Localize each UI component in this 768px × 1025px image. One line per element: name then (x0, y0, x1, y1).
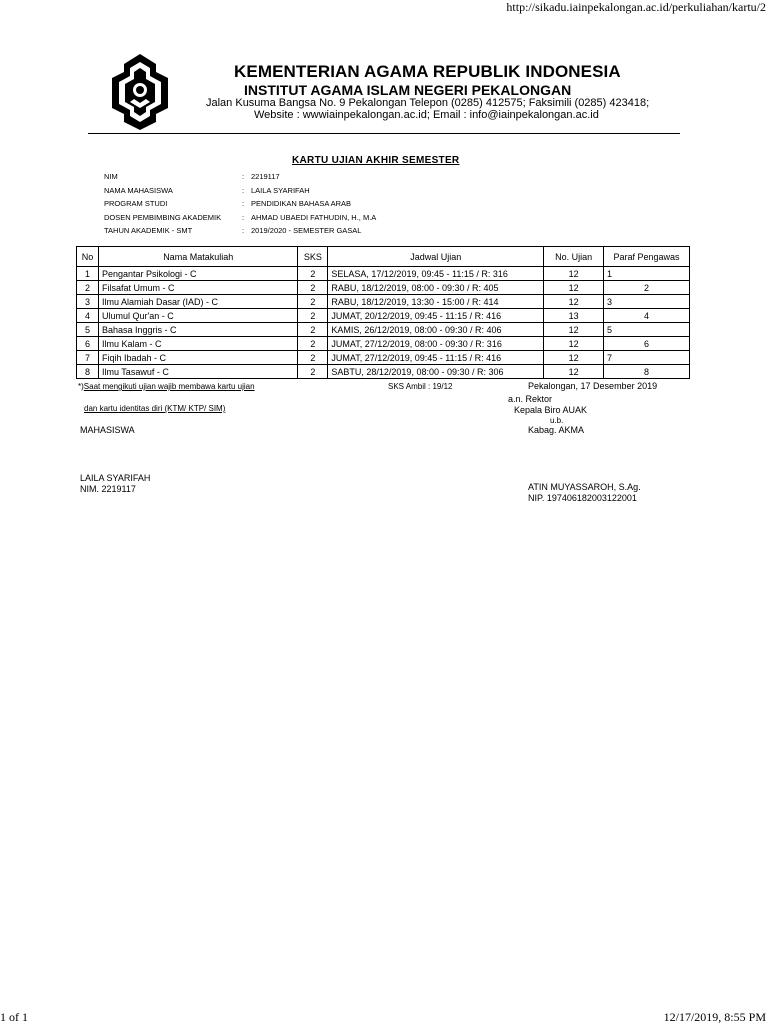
info-separator: : (242, 212, 245, 222)
student-nim: NIM. 2219117 (80, 484, 136, 494)
cell-sign: 5 (604, 323, 690, 337)
cell-exam-no: 12 (544, 351, 604, 365)
col-header-course: Nama Matakuliah (98, 247, 297, 267)
info-row-program (104, 197, 376, 211)
col-header-sign: Paraf Pengawas (604, 247, 690, 267)
table-row (77, 337, 690, 351)
info-separator: : (242, 199, 245, 208)
sks-taken: SKS Ambil : 19/12 (388, 382, 453, 391)
table-row (77, 309, 690, 323)
cell-sign: 2 (604, 281, 690, 295)
info-row-advisor (104, 211, 376, 225)
info-label: PROGRAM STUDI (104, 199, 168, 208)
info-separator: : (242, 226, 245, 235)
col-header-sks: SKS (298, 247, 328, 267)
cell-sign: 8 (604, 365, 690, 379)
cell-sign: 7 (604, 351, 690, 365)
cell-sign: 6 (604, 337, 690, 351)
info-separator: : (242, 185, 245, 195)
cell-no: 2 (77, 281, 99, 295)
info-label: TAHUN AKADEMIK - SMT (104, 226, 193, 235)
cell-sign: 3 (604, 295, 690, 309)
cell-sks: 2 (298, 365, 328, 379)
info-row-nim (104, 170, 376, 184)
table-row (77, 323, 690, 337)
table-row (77, 281, 690, 295)
note-line-2: dan kartu identitas diri (KTM/ KTP/ SIM) (84, 404, 226, 413)
kabag-label: Kabag. AKMA (528, 425, 585, 435)
student-name: LAILA SYARIFAH (80, 473, 151, 483)
official-name: ATIN MUYASSAROH, S.Ag. (528, 482, 641, 492)
cell-schedule: KAMIS, 26/12/2019, 08:00 - 09:30 / R: 406 (328, 323, 544, 337)
student-info (104, 170, 376, 238)
cell-course: Fiqih Ibadah - C (98, 351, 297, 365)
cell-course: Ilmu Kalam - C (98, 337, 297, 351)
note-marker: *) (78, 382, 84, 391)
info-label: NIM (104, 172, 118, 181)
official-nip: NIP. 197406182003122001 (528, 493, 637, 503)
website-email-line: Website : wwwiainpekalongan.ac.id; Email : info@iainpekalongan.ac.id (254, 109, 599, 121)
cell-sks: 2 (298, 351, 328, 365)
cell-sks: 2 (298, 281, 328, 295)
place-date: Pekalongan, 17 Desember 2019 (528, 381, 658, 391)
cell-sks: 2 (298, 337, 328, 351)
table-body (77, 267, 690, 379)
info-value: PENDIDIKAN BAHASA ARAB (251, 199, 352, 208)
col-header-schedule: Jadwal Ujian (328, 247, 544, 267)
cell-exam-no: 12 (544, 323, 604, 337)
cell-sign: 4 (604, 309, 690, 323)
cell-sks: 2 (298, 309, 328, 323)
an-rektor: a.n. Rektor (508, 394, 553, 404)
info-label: DOSEN PEMBIMBING AKADEMIK (104, 212, 222, 222)
col-header-no: No (77, 247, 99, 267)
note-text: Saat mengikuti ujian wajib membawa kartu ujian (83, 382, 255, 391)
cell-exam-no: 12 (544, 267, 604, 281)
cell-exam-no: 13 (544, 309, 604, 323)
head-bureau: Kepala Biro AUAK (514, 405, 588, 415)
cell-schedule: SABTU, 28/12/2019, 08:00 - 09:30 / R: 306 (328, 365, 544, 379)
cell-no: 3 (77, 295, 99, 309)
cell-course: Ulumul Qur'an - C (98, 309, 297, 323)
cell-course: Ilmu Tasawuf - C (98, 365, 297, 379)
cell-schedule: JUMAT, 27/12/2019, 09:45 - 11:15 / R: 416 (328, 351, 544, 365)
table-row (77, 267, 690, 281)
table-row (77, 365, 690, 379)
info-value: AHMAD UBAEDI FATHUDIN, H., M.A (251, 212, 377, 222)
cell-sign: 1 (604, 267, 690, 281)
institute-title: INSTITUT AGAMA ISLAM NEGERI PEKALONGAN (244, 82, 572, 98)
info-value: 2219117 (251, 172, 280, 181)
info-value: 2019/2020 - SEMESTER GASAL (251, 226, 362, 235)
cell-sks: 2 (298, 295, 328, 309)
cell-exam-no: 12 (544, 295, 604, 309)
cell-exam-no: 12 (544, 365, 604, 379)
cell-course: Bahasa Inggris - C (98, 323, 297, 337)
info-value: LAILA SYARIFAH (251, 185, 310, 195)
table-header-row (77, 247, 690, 267)
note-line-1 (78, 382, 255, 391)
cell-no: 4 (77, 309, 99, 323)
cell-course: Ilmu Alamiah Dasar (IAD) - C (98, 295, 297, 309)
table-row (77, 295, 690, 309)
cell-no: 7 (77, 351, 99, 365)
cell-schedule: SELASA, 17/12/2019, 09:45 - 11:15 / R: 316 (328, 267, 544, 281)
info-separator: : (242, 172, 245, 181)
cell-no: 1 (77, 267, 99, 281)
cell-course: Pengantar Psikologi - C (98, 267, 297, 281)
browser-url: http://sikadu.iainpekalongan.ac.id/perkuliahan/kartu/2 (506, 0, 766, 14)
print-datetime: 12/17/2019, 8:55 PM (663, 1010, 766, 1024)
cell-no: 6 (77, 337, 99, 351)
cell-sks: 2 (298, 323, 328, 337)
iain-logo (106, 52, 174, 132)
student-label: MAHASISWA (80, 425, 135, 435)
page-indicator: 1 of 1 (0, 1010, 28, 1024)
cell-schedule: RABU, 18/12/2019, 08:00 - 09:30 / R: 405 (328, 281, 544, 295)
cell-exam-no: 12 (544, 281, 604, 295)
info-row-name (104, 184, 376, 198)
cell-exam-no: 12 (544, 337, 604, 351)
header-divider (88, 133, 680, 134)
info-row-academic-year (104, 224, 376, 238)
cell-sks: 2 (298, 267, 328, 281)
cell-schedule: JUMAT, 27/12/2019, 08:00 - 09:30 / R: 316 (328, 337, 544, 351)
info-label: NAMA MAHASISWA (104, 185, 173, 195)
cell-no: 5 (77, 323, 99, 337)
cell-schedule: RABU, 18/12/2019, 13:30 - 15:00 / R: 414 (328, 295, 544, 309)
exam-schedule-table (76, 246, 690, 379)
address-line: Jalan Kusuma Bangsa No. 9 Pekalongan Telepon (0285) 412575; Faksimili (0285) 423418; (206, 97, 650, 109)
cell-course: Filsafat Umum - C (98, 281, 297, 295)
col-header-exam-no: No. Ujian (544, 247, 604, 267)
ministry-title: KEMENTERIAN AGAMA REPUBLIK INDONESIA (234, 62, 621, 81)
cell-schedule: JUMAT, 20/12/2019, 09:45 - 11:15 / R: 416 (328, 309, 544, 323)
card-title: KARTU UJIAN AKHIR SEMESTER (292, 155, 460, 166)
table-row (77, 351, 690, 365)
cell-no: 8 (77, 365, 99, 379)
ub-label: u.b. (550, 416, 564, 425)
